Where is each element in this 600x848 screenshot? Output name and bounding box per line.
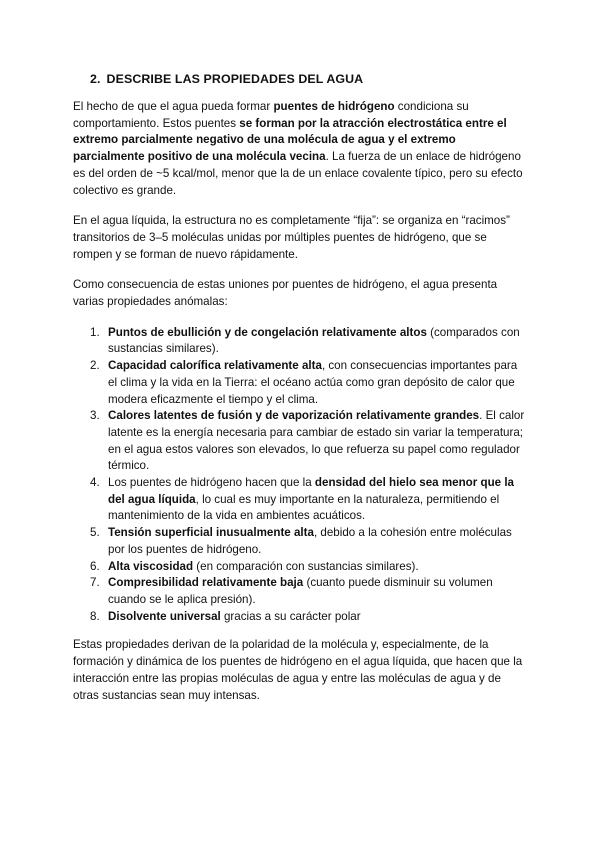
text-run: . La fuerza de un enlace de hidrógeno es del orden de ~5 kcal/mol, menor que la de un enlace covalente típico, pero su efecto colectivo es grande. bbox=[73, 150, 523, 197]
list-number: 7. bbox=[90, 576, 100, 590]
text-run: , lo cual es muy importante en la naturaleza, permitiendo el mantenimiento de la vida en ambientes acuáticos. bbox=[108, 492, 500, 523]
text-run: (comparados con sustancias similares). bbox=[108, 325, 520, 356]
text-run: El hecho de que el agua pueda formar bbox=[73, 100, 274, 113]
list-item bbox=[73, 559, 528, 576]
bold-run: puentes de hidrógeno bbox=[273, 100, 395, 113]
text-run: , con consecuencias importantes para el clima y la vida en la Tierra: el océano actúa como gran depósito de calor que modera eficazmente el tiempo y el clima. bbox=[108, 359, 518, 406]
list-number: 4. bbox=[90, 476, 100, 490]
list-item bbox=[73, 325, 528, 358]
list-item bbox=[73, 408, 528, 475]
paragraph-intro-list: Como consecuencia de estas uniones por puentes de hidrógeno, el agua presenta varias propiedades anómalas: bbox=[73, 278, 498, 309]
text-run: (en comparación con sustancias similares). bbox=[193, 559, 419, 573]
list-number: 6. bbox=[90, 559, 100, 573]
paragraph-conclusion: Estas propiedades derivan de la polaridad de la molécula y, especialmente, de la formación y dinámica de los puentes de hidrógeno en el agua líquida, que hacen que la interacción entre las propias moléculas de agua y entre las moléculas de agua y de otras sustancias sean muy intensas. bbox=[73, 638, 523, 702]
bold-run: Calores latentes de fusión y de vaporización relativamente grandes bbox=[108, 409, 480, 423]
bold-run: se forman por la atracción electrostática entre el extremo parcialmente negativo de una molécula de agua y el extremo parcialmente positivo de una molécula vecina bbox=[73, 116, 507, 164]
text-run: , debido a la cohesión entre moléculas por los puentes de hidrógeno. bbox=[108, 526, 512, 556]
list-number: 1. bbox=[90, 325, 100, 339]
bold-run: Alta viscosidad bbox=[108, 559, 194, 573]
list-number: 8. bbox=[90, 609, 100, 623]
list-item bbox=[73, 575, 528, 608]
paragraph-hydrogen-bonds bbox=[73, 99, 528, 199]
section-heading bbox=[90, 70, 528, 88]
text-run: Los puentes de hidrógeno hacen que la bbox=[108, 476, 315, 490]
list-item bbox=[73, 358, 528, 408]
text-run: condiciona su comportamiento. Estos puentes bbox=[73, 100, 469, 130]
section-number: 2. bbox=[90, 72, 101, 86]
list-number: 5. bbox=[90, 526, 100, 540]
bold-run: Compresibilidad relativamente baja bbox=[108, 576, 304, 590]
section-title: DESCRIBE LAS PROPIEDADES DEL AGUA bbox=[106, 72, 364, 86]
paragraph-liquid-structure: En el agua líquida, la estructura no es completamente “fija”: se organiza en “racimos” transitorios de 3–5 moléculas unidas por múltiples puentes de hidrógeno, que se rompen y se forman de nuevo rápidamente. bbox=[73, 214, 510, 261]
document-content bbox=[73, 70, 528, 718]
text-run: . El calor latente es la energía necesaria para cambiar de estado sin variar la temperatura; en el agua estos valores son elevados, lo que refuerza su papel como regulador térmico. bbox=[108, 409, 525, 473]
text-run: gracias a su carácter polar bbox=[220, 609, 361, 623]
bold-run: Capacidad calorífica relativamente alta bbox=[108, 359, 322, 373]
bold-run: Disolvente universal bbox=[108, 609, 221, 623]
properties-list bbox=[73, 325, 528, 626]
list-number: 3. bbox=[90, 409, 100, 423]
list-item bbox=[73, 475, 528, 525]
list-item bbox=[73, 609, 528, 626]
text-run: (cuanto puede disminuir su volumen cuando se le aplica presión). bbox=[108, 576, 493, 606]
list-number: 2. bbox=[90, 359, 100, 373]
bold-run: Puntos de ebullición y de congelación relativamente altos bbox=[108, 325, 427, 339]
list-item bbox=[73, 525, 528, 558]
bold-run: densidad del hielo sea menor que la del agua líquida bbox=[108, 476, 515, 506]
bold-run: Tensión superficial inusualmente alta bbox=[108, 526, 314, 540]
